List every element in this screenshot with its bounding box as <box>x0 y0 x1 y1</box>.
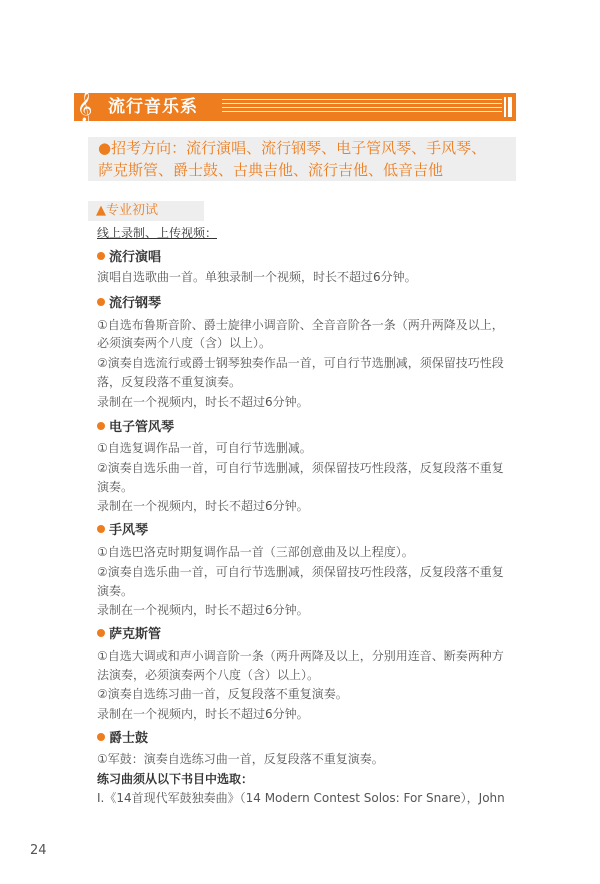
body-text: ①自选巴洛克时期复调作品一首（三部创意曲及以上程度）。 <box>97 545 414 559</box>
section-heading <box>97 625 161 645</box>
page-number: 24 <box>30 843 47 858</box>
body-text: ①自选大调或和声小调音阶一条（两升两降及以上，分别用连音、断奏两种方 <box>97 649 504 663</box>
section-title: 电子管风琴 <box>109 420 175 435</box>
body-text-emphasis: 练习曲须从以下书目中选取： <box>97 772 254 786</box>
body-text: 录制在一个视频内，时长不超过6分钟。 <box>97 707 309 721</box>
staff-bar-thick <box>508 97 512 117</box>
section-heading <box>97 418 174 438</box>
section-title: 萨克斯管 <box>109 627 162 642</box>
direction-line-1: ●招考方向：流行演唱、流行钢琴、电子管风琴、手风琴、 <box>98 139 487 157</box>
body-text: I.《14首现代军鼓独奏曲》（14 Modern Contest Solos: For Snare），John <box>97 791 505 805</box>
section-heading <box>97 248 161 268</box>
exam-stage-text: ▲专业初试 <box>96 203 158 218</box>
music-staff-decoration <box>222 99 502 115</box>
bullet-icon <box>97 252 105 260</box>
bullet-icon <box>97 733 105 741</box>
body-text: ①军鼓：演奏自选练习曲一首，反复段落不重复演奏。 <box>97 752 384 766</box>
body-text: 演奏。 <box>97 480 134 494</box>
section-title: 手风琴 <box>109 523 149 538</box>
body-text: 录制在一个视频内，时长不超过6分钟。 <box>97 395 309 409</box>
body-text: 录制在一个视频内，时长不超过6分钟。 <box>97 603 309 617</box>
banner-title: 流行音乐系 <box>108 97 198 117</box>
bullet-icon <box>97 422 105 430</box>
bullet-icon <box>97 525 105 533</box>
section-banner <box>74 93 516 121</box>
direction-line-2: 萨克斯管、爵士鼓、古典吉他、流行吉他、低音吉他 <box>98 161 444 179</box>
body-text: ②演奏自选乐曲一首，可自行节选删减，须保留技巧性段落，反复段落不重复 <box>97 565 504 579</box>
staff-bar-thin <box>504 97 506 117</box>
body-text: 必须演奏两个八度（含）以上）。 <box>97 336 272 350</box>
body-text: ②演奏自选乐曲一首，可自行节选删减，须保留技巧性段落，反复段落不重复 <box>97 461 504 475</box>
upload-note: 线上录制、上传视频： <box>97 226 218 240</box>
section-title: 流行演唱 <box>109 250 162 265</box>
section-heading <box>97 521 148 541</box>
section-heading <box>97 729 148 749</box>
body-text: ①自选布鲁斯音阶、爵士旋律小调音阶、全音音阶各一条（两升两降及以上， <box>97 318 504 332</box>
section-title: 爵士鼓 <box>109 731 149 746</box>
bullet-icon <box>97 298 105 306</box>
exam-direction-box <box>88 137 516 181</box>
body-text: 演奏。 <box>97 584 134 598</box>
bullet-icon <box>97 629 105 637</box>
body-text: ②演奏自选流行或爵士钢琴独奏作品一首，可自行节选删减，须保留技巧性段 <box>97 356 504 370</box>
section-heading <box>97 294 161 314</box>
body-text: 法演奏，必须演奏两个八度（含）以上）。 <box>97 668 320 682</box>
body-text: ①自选复调作品一首，可自行节选删减。 <box>97 441 312 455</box>
exam-stage-label <box>88 201 204 221</box>
body-text: 录制在一个视频内，时长不超过6分钟。 <box>97 499 309 513</box>
body-text: 落，反复段落不重复演奏。 <box>97 375 242 389</box>
treble-clef-icon: 𝄞 <box>77 92 93 122</box>
section-title: 流行钢琴 <box>109 296 162 311</box>
body-text: 演唱自选歌曲一首。单独录制一个视频，时长不超过6分钟。 <box>97 270 417 284</box>
body-text: ②演奏自选练习曲一首，反复段落不重复演奏。 <box>97 687 348 701</box>
